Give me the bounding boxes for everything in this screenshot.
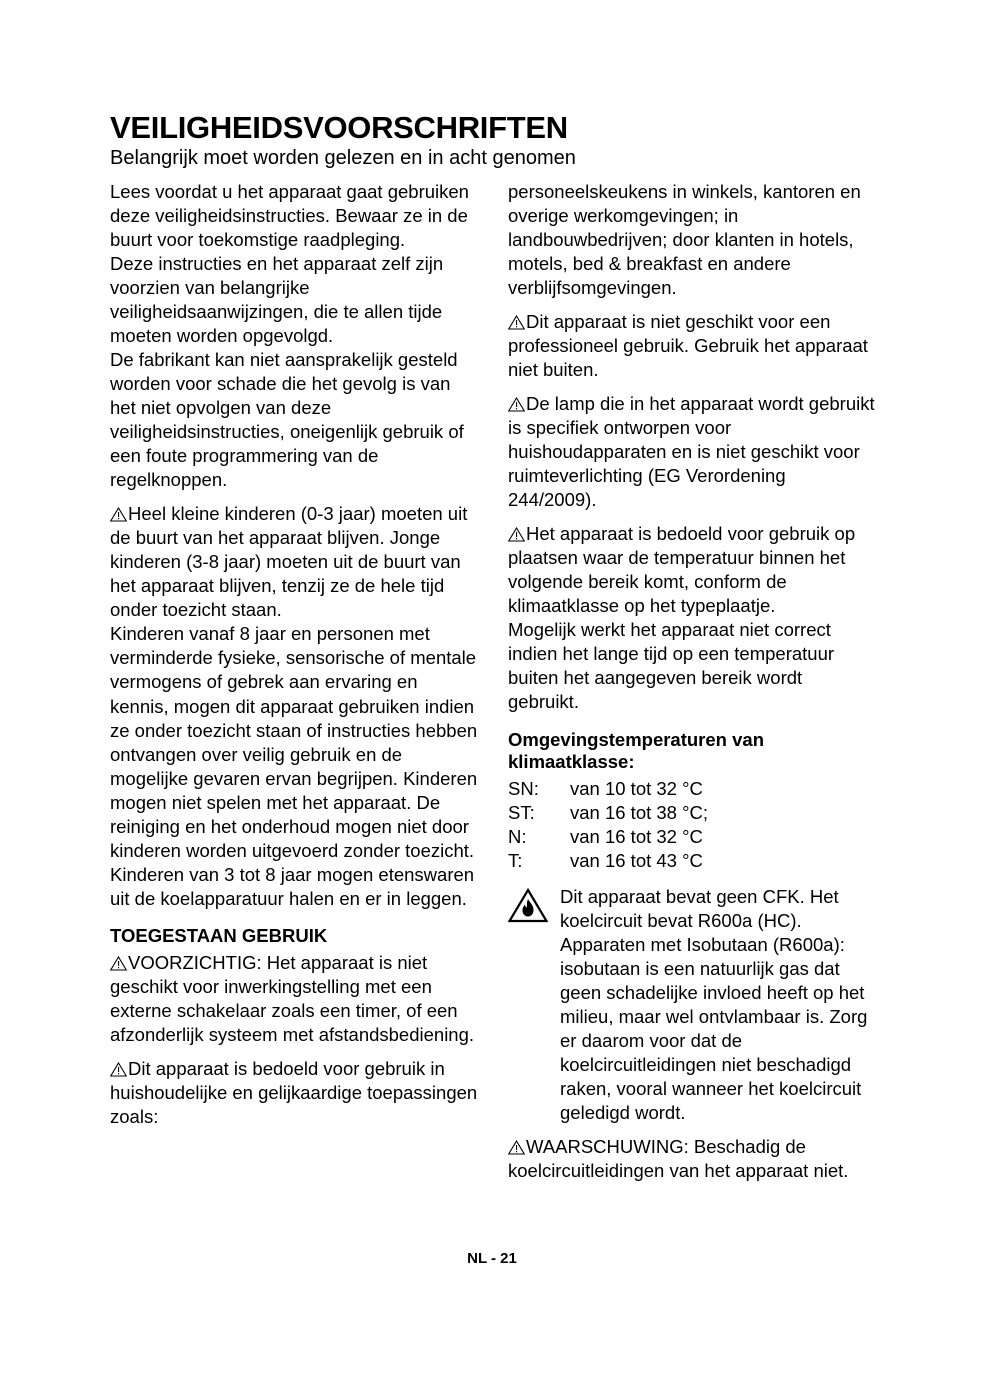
- class-label: N:: [508, 825, 527, 847]
- warning-triangle-icon: [508, 315, 525, 330]
- right-column: [508, 180, 878, 1184]
- class-range: van 16 tot 32 °C: [570, 825, 703, 847]
- page-subtitle: Belangrijk moet worden gelezen en in acht genomen: [110, 146, 576, 169]
- warning-triangle-icon: [508, 527, 525, 542]
- page-footer: NL - 21: [467, 1250, 517, 1267]
- warning-paragraph: [508, 310, 878, 382]
- warning-text: Dit apparaat is niet geschikt voor een professioneel gebruik. Gebruik het apparaat niet buiten.: [508, 310, 868, 380]
- caution-text: VOORZICHTIG: Het apparaat is niet geschikt voor inwerkingstelling met een externe schakelaar zoals een timer, of een afzonderlijk systeem met afstandsbediening.: [110, 951, 475, 1046]
- warning-paragraph: [508, 522, 878, 618]
- caution-paragraph: [110, 951, 480, 1047]
- paragraph: Kinderen vanaf 8 jaar en personen met verminderde fysieke, sensorische of mentale vermogens of gebrek aan ervaring en kennis, mogen dit apparaat gebruiken indien ze onder toezicht staan of instructies hebben ontvangen over veilig gebruik en de mogelijke gevaren ervan begrijpen. Kinderen mogen niet spelen met het apparaat. De reiniging en het onderhoud mogen niet door kinderen worden uitgevoerd zonder toezicht. Kinderen van 3 tot 8 jaar mogen etenswaren uit de koelapparatuur halen en er in leggen.: [110, 623, 478, 909]
- flammable-notice: [508, 885, 878, 1125]
- table-row: [508, 849, 878, 873]
- warning-text: Het apparaat is bedoeld voor gebruik op plaatsen waar de temperatuur binnen het volgende bereik komt, conform de klimaatklasse op het typeplaatje.: [508, 523, 856, 617]
- final-warning-text: WAARSCHUWING: Beschadig de koelcircuitleidingen van het apparaat niet.: [508, 1136, 849, 1182]
- warning-triangle-icon: [110, 507, 127, 522]
- warning-paragraph: [508, 392, 878, 512]
- class-range: van 16 tot 38 °C;: [570, 801, 709, 823]
- warning-triangle-icon: [508, 1140, 525, 1155]
- flammable-gas-icon: [508, 885, 550, 1125]
- flammable-text: Dit apparaat bevat geen CFK. Het koelcircuit bevat R600a (HC). Apparaten met Isobutaan (R600a): isobutaan is een natuurlijk gas dat geen schadelijke invloed heeft op het milieu, maar wel ontvlambaar is. Zorg er daarom voor dat de koelcircuitleidingen niet beschadigd raken, vooral wanneer het koelcircuit geledigd wordt.: [560, 885, 868, 1124]
- page-title: VEILIGHEIDSVOORSCHRIFTEN: [110, 110, 568, 145]
- two-column-body: [110, 180, 878, 1184]
- warning-triangle-icon: [110, 1062, 127, 1077]
- paragraph: Lees voordat u het apparaat gaat gebruiken deze veiligheidsinstructies. Bewaar ze in de buurt voor toekomstige raadpleging.: [110, 180, 469, 250]
- class-label: ST:: [508, 801, 535, 823]
- table-row: [508, 801, 878, 825]
- usage-paragraph: [110, 1057, 480, 1129]
- class-label: T:: [508, 849, 523, 871]
- paragraph: personeelskeukens in winkels, kantoren en overige werkomgevingen; in landbouwbedrijven; door klanten in hotels, motels, bed & breakfast en andere verblijfsomgevingen.: [508, 180, 861, 298]
- final-warning-paragraph: [508, 1135, 878, 1183]
- section-heading: TOEGESTAAN GEBRUIK: [110, 924, 328, 946]
- left-column: [110, 180, 480, 1130]
- class-range: van 16 tot 43 °C: [570, 849, 703, 871]
- table-row: [508, 777, 878, 801]
- warning-triangle-icon: [508, 397, 525, 412]
- paragraph: Deze instructies en het apparaat zelf zijn voorzien van belangrijke veiligheidsaanwijzingen, die te allen tijde moeten worden opgevolgd.: [110, 252, 444, 346]
- paragraph: De fabrikant kan niet aansprakelijk gesteld worden voor schade die het gevolg is van het niet opvolgen van deze veiligheidsinstructies, oneigenlijk gebruik of een foute programmering van de regelknoppen.: [110, 348, 464, 491]
- warning-text: Heel kleine kinderen (0-3 jaar) moeten uit de buurt van het apparaat blijven. Jonge kinderen (3-8 jaar) moeten uit de buurt van het apparaat blijven, tenzij ze de hele tijd onder toezicht staan.: [110, 503, 468, 621]
- document-page: [110, 112, 878, 1322]
- usage-text: Dit apparaat is bedoeld voor gebruik in huishoudelijke en gelijkaardige toepassingen zoals:: [110, 1058, 478, 1128]
- paragraph: Mogelijk werkt het apparaat niet correct indien het lange tijd op een temperatuur buiten het aangegeven bereik wordt gebruikt.: [508, 619, 835, 713]
- warning-text: De lamp die in het apparaat wordt gebruikt is specifiek ontworpen voor huishoudapparaten en is niet geschikt voor ruimteverlichting (EG Verordening 244/2009).: [508, 392, 875, 511]
- class-range: van 10 tot 32 °C: [570, 777, 703, 799]
- warning-paragraph: [110, 502, 480, 622]
- warning-triangle-icon: [110, 956, 127, 971]
- class-label: SN:: [508, 777, 539, 799]
- table-row: [508, 825, 878, 849]
- climate-class-table: [508, 777, 878, 873]
- temperature-heading: Omgevingstemperaturen van klimaatklasse:: [508, 728, 764, 772]
